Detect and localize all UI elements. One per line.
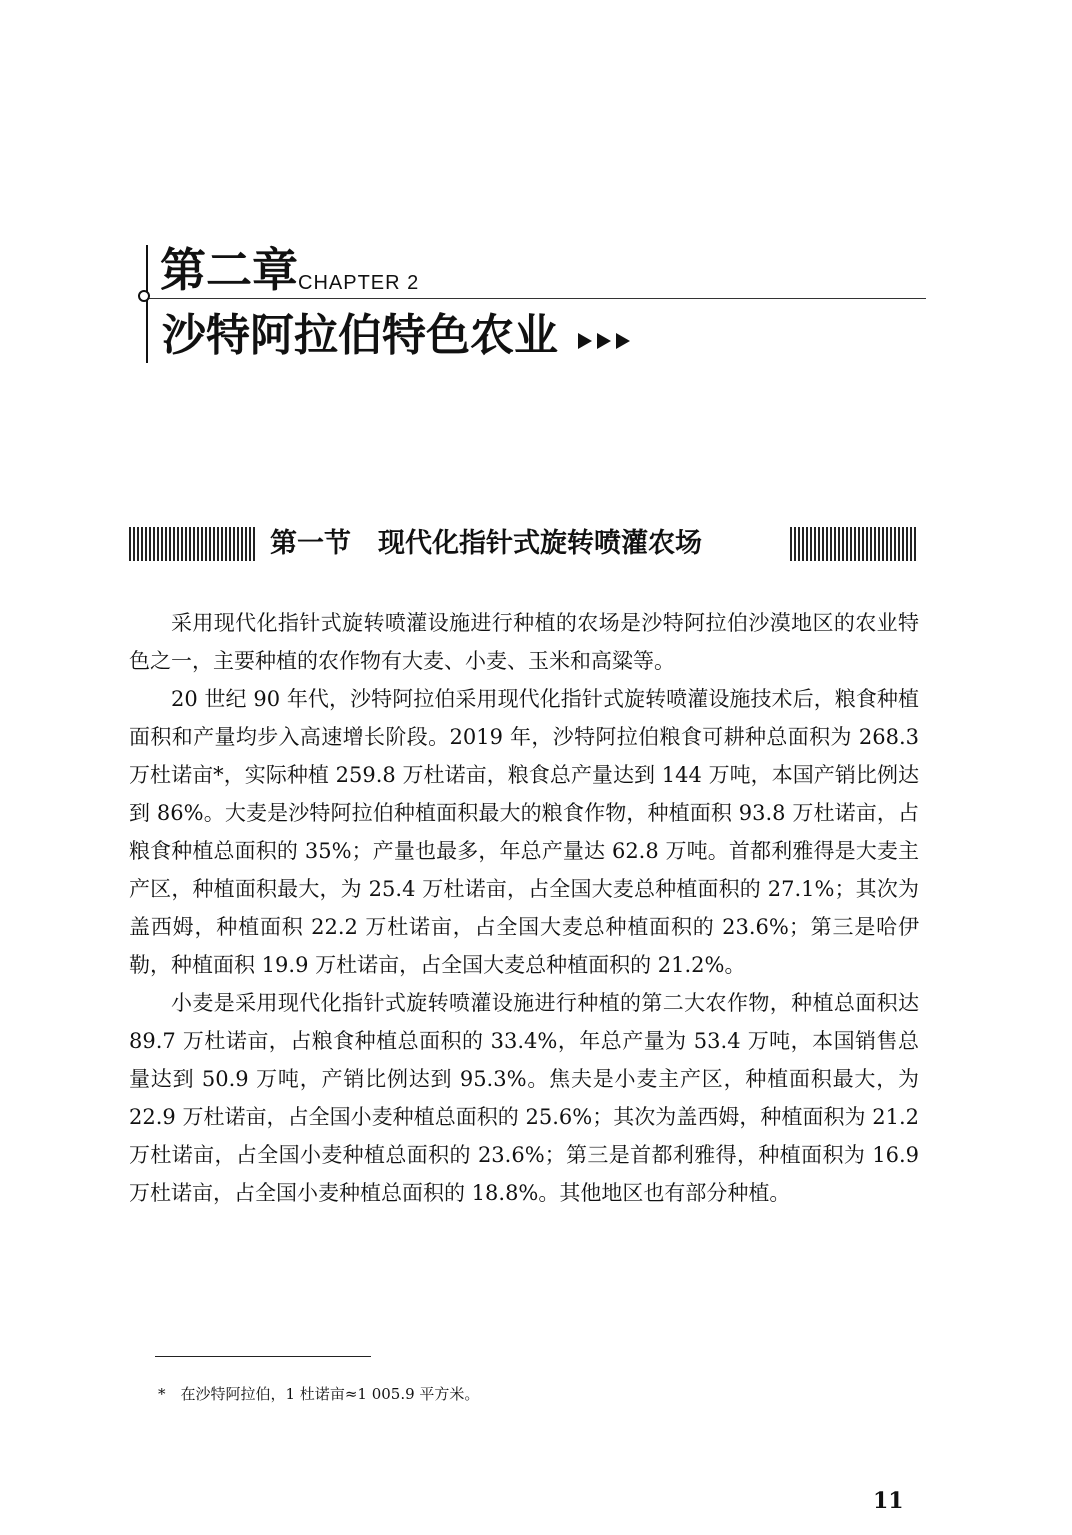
paragraph: 采用现代化指针式旋转喷灌设施进行种植的农场是沙特阿拉伯沙漠地区的农业特色之一，主要种植的农作物有大麦、小麦、玉米和高粱等。 [129,611,919,673]
section-title: 第一节 现代化指针式旋转喷灌农场 [270,528,702,559]
paragraph: 20 世纪 90 年代，沙特阿拉伯采用现代化指针式旋转喷灌设施技术后，粮食种植面积和产量均步入高速增长阶段。2019 年，沙特阿拉伯粮食可耕种总面积为 268.3 万杜诺亩*，实际种植 259.8 万杜诺亩，粮食总产量达到 144 万吨，本国产销比例达到 86%。大麦是沙特阿拉伯种植面积最大的粮食作物，种植面积 93.8 万杜诺亩，占粮食种植总面积的 35%；产量也最多，年总产量达 62.8 万吨。首都利雅得是大麦主产区，种植面积最大，为 25.4 万杜诺亩，占全国大麦总种植面积的 27.1%；其次为盖西姆，种植面积 22.2 万杜诺亩，占全国大麦总种植面积的 23.6%；第三是哈伊勒，种植面积 19.9 万杜诺亩，占全国大麦总种植面积的 21.2%。 [129,687,919,977]
chapter-label: 第二章 [160,243,298,297]
footnote: * 在沙特阿拉伯，1 杜诺亩≈1 005.9 平方米。 [158,1385,480,1403]
footnote-rule [155,1356,371,1357]
chapter-rule-circle [138,290,150,302]
section-pattern-right [790,527,916,561]
paragraph: 小麦是采用现代化指针式旋转喷灌设施进行种植的第二大农作物，种植总面积达 89.7 万杜诺亩，占粮食种植总面积的 33.4%，年总产量为 53.4 万吨，本国销售总量达到 50.9 万吨，产销比例达到 95.3%。焦夫是小麦主产区，种植面积最大，为 22.9 万杜诺亩，占全国小麦种植总面积的 25.6%；其次为盖西姆，种植面积为 21.2 万杜诺亩，占全国小麦种植总面积的 23.6%；第三是首都利雅得，种植面积为 16.9 万杜诺亩，占全国小麦种植总面积的 18.8%。其他地区也有部分种植。 [129,991,919,1205]
section-pattern-left [129,527,255,561]
chapter-vertical-rule [146,245,148,363]
chapter-horizontal-rule [146,298,926,299]
triple-right-triangle-icon [578,330,634,352]
chapter-label-english: CHAPTER 2 [298,272,420,294]
body-text [129,604,919,1212]
chapter-title: 沙特阿拉伯特色农业 [162,310,558,361]
page-number: 11 [873,1488,904,1514]
